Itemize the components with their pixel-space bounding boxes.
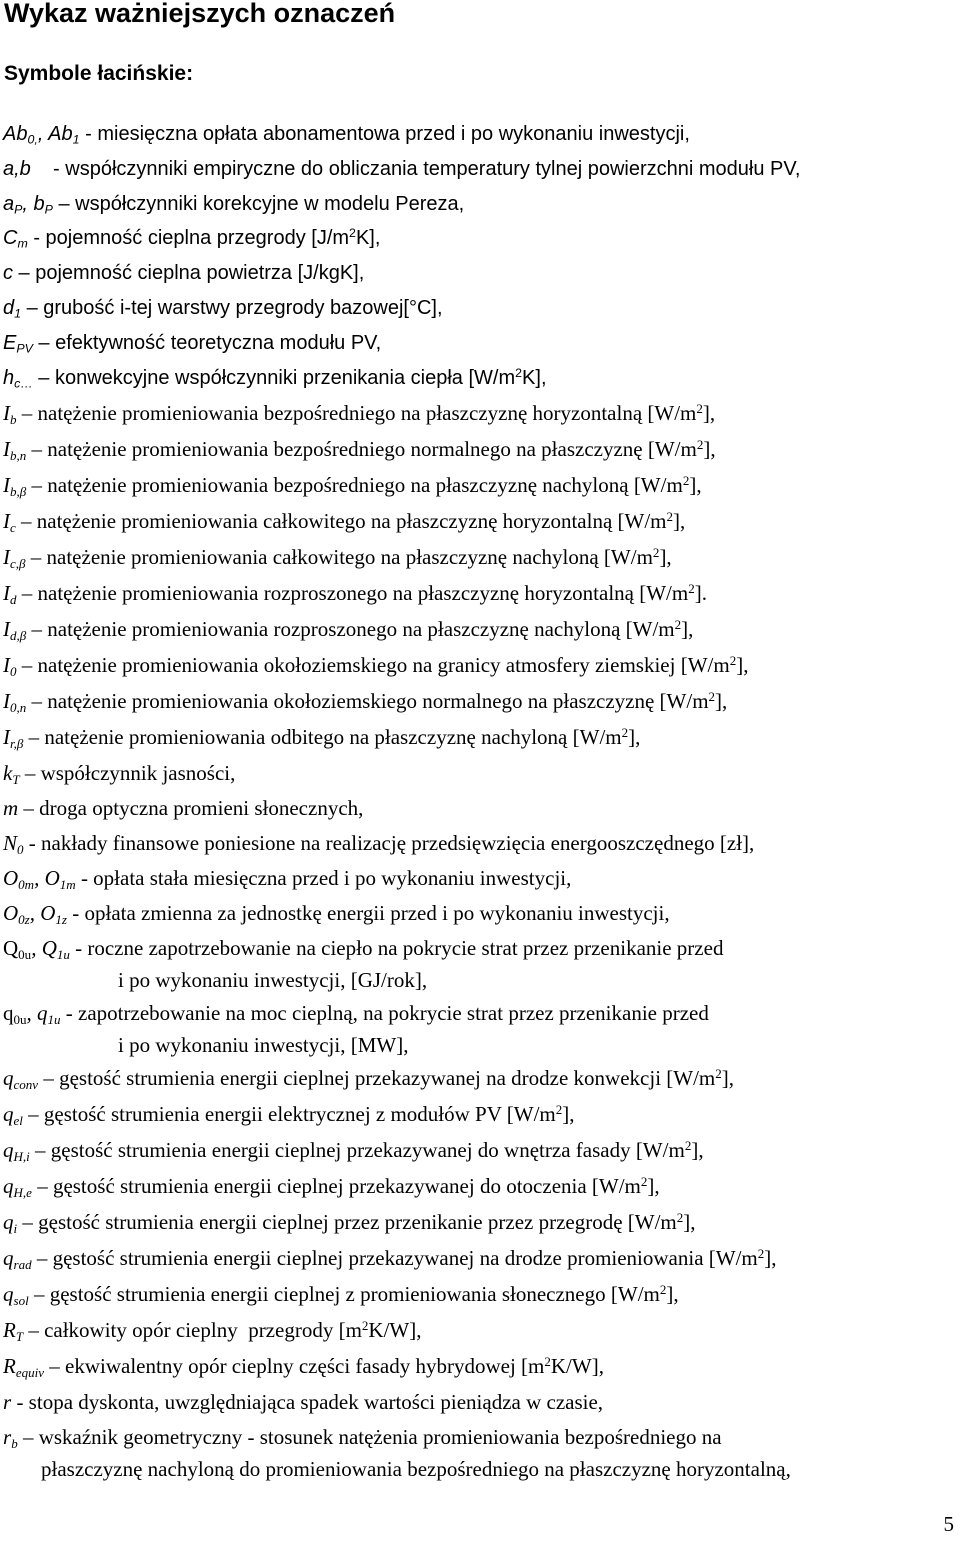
symbol: [3, 866, 76, 890]
symbol: [3, 617, 26, 641]
symbol-entry: [3, 1134, 704, 1166]
symbol-description: - pojemność cieplna przegrody [J/m: [27, 227, 350, 249]
symbol-base: I: [3, 725, 10, 749]
symbol: [3, 297, 21, 319]
symbol-entry: [3, 827, 754, 859]
unit-tail: K/W],: [550, 1354, 604, 1378]
symbol-base: I: [3, 653, 10, 677]
unit-tail: ],: [683, 1210, 696, 1234]
symbol-subscript: c: [10, 519, 16, 535]
symbol: [3, 831, 24, 855]
symbol-subscript: 1: [72, 132, 80, 147]
symbol-base: I: [3, 509, 10, 533]
symbol-description: - nakłady finansowe poniesione na realizację przedsięwzięcia energooszczędnego [zł],: [23, 831, 755, 855]
symbol: [3, 123, 80, 145]
symbol: [3, 1354, 44, 1378]
unit-tail: ],: [703, 437, 716, 461]
symbol: [3, 545, 26, 569]
symbol-description: – droga optyczna promieni słonecznych,: [18, 796, 364, 820]
symbol-description: – natężenie promieniowania rozproszonego na płaszczyznę nachyloną [W/m: [26, 617, 675, 641]
symbol-entry: [3, 1062, 734, 1094]
symbol-base: d: [3, 297, 15, 319]
unit-exponent: 2: [515, 366, 523, 381]
symbol-description: - opłata stała miesięczna przed i po wykonaniu inwestycji,: [75, 866, 572, 890]
symbol-description: – współczynnik jasności,: [19, 761, 236, 785]
unit-tail: K/W],: [368, 1318, 422, 1342]
symbol-entry: [3, 433, 716, 465]
page-title: Wykaz ważniejszych oznaczeń: [4, 0, 396, 28]
symbol: [3, 332, 33, 354]
description-continuation: i po wykonaniu inwestycji, [MW],: [118, 1033, 409, 1057]
symbol: [3, 473, 26, 497]
unit-exponent: 2: [696, 400, 703, 416]
symbol-entry: [3, 222, 380, 254]
symbol-base: C: [3, 227, 18, 249]
symbol-base: q: [3, 1246, 14, 1270]
symbol-subscript: sol: [13, 1292, 29, 1308]
symbol: [3, 581, 17, 605]
symbol-base: I: [3, 545, 10, 569]
symbol-subscript: 0,: [27, 132, 38, 147]
symbol-subscript: d,β: [10, 627, 27, 643]
symbol-base: , O: [34, 866, 60, 890]
symbol-description: – natężenie promieniowania odbitego na płaszczyznę nachyloną [W/m: [23, 725, 622, 749]
symbol-entry: [3, 397, 715, 429]
symbol-entry: [3, 469, 702, 501]
symbol-description: - roczne zapotrzebowanie na ciepło na pokrycie strat przez przenikanie przed: [69, 936, 724, 960]
symbol-subscript: PV: [16, 341, 33, 356]
symbol-description: – gęstość strumienia energii cieplnej przekazywanej na drodze konwekcji [W/m: [38, 1066, 716, 1090]
symbol-subscript: T: [15, 1328, 24, 1344]
symbol-subscript: T: [12, 771, 20, 787]
symbol-base: O: [3, 866, 19, 890]
symbol-base: R: [3, 1318, 16, 1342]
section-subtitle: Symbole łacińskie:: [4, 62, 194, 85]
symbol-subscript: i: [13, 1220, 18, 1236]
symbol-entry: [3, 685, 727, 717]
symbol-subscript: 1m: [59, 876, 76, 892]
symbol-description: – natężenie promieniowania okołoziemskiego normalnego na płaszczyznę [W/m: [26, 689, 709, 713]
symbol-base: I: [3, 617, 10, 641]
symbol-base: q: [3, 1066, 14, 1090]
symbol-entry: [3, 1278, 679, 1310]
symbol-description: – natężenie promieniowania bezpośredniego na płaszczyznę nachyloną [W/m: [26, 473, 683, 497]
unit-tail: ],: [702, 401, 716, 425]
symbol-base: N: [3, 831, 18, 855]
symbol: [3, 689, 26, 713]
symbol: [3, 1066, 38, 1090]
symbol-description: - współczynniki empiryczne do obliczania temperatury tylnej powierzchni modułu PV,: [30, 158, 801, 180]
symbol: [3, 1210, 17, 1234]
symbol-base: O: [3, 901, 19, 925]
unit-tail: ],: [659, 545, 672, 569]
symbol-subscript: 0u: [18, 946, 32, 962]
symbol-base: q: [3, 1174, 14, 1198]
symbol-base: , b: [22, 193, 45, 215]
symbol-entry: [3, 577, 707, 609]
symbol-base: , Ab: [37, 123, 73, 145]
symbol-base: I: [3, 401, 10, 425]
unit-tail: ],: [562, 1102, 575, 1126]
unit-exponent: 2: [674, 616, 682, 632]
symbol-subscript: 1u: [47, 1011, 61, 1027]
symbol-base: I: [3, 473, 10, 497]
unit-tail: ].: [694, 581, 707, 605]
page-number: 5: [943, 1512, 954, 1536]
symbol-subscript: r,β: [10, 735, 24, 751]
symbol-subscript: 1u: [56, 946, 70, 962]
symbol-base: , O: [29, 901, 56, 925]
description-continuation: płaszczyznę nachyloną do promieniowania bezpośredniego na płaszczyznę horyzontalną,: [41, 1457, 791, 1481]
symbol-entry: [3, 1098, 575, 1130]
symbol: [3, 936, 70, 960]
symbol-base: a,b: [3, 158, 31, 180]
unit-exponent: 2: [696, 436, 704, 452]
symbol-subscript: 0z: [18, 911, 30, 927]
unit-exponent: 2: [757, 1245, 765, 1261]
symbol-base: c: [3, 262, 13, 284]
symbol-entry: [3, 1170, 660, 1202]
symbol-base: q: [3, 1001, 14, 1025]
symbol-entry: [3, 613, 693, 645]
symbol-base: r: [3, 1425, 12, 1449]
symbol-description: – gęstość strumienia energii elektrycznej z modułów PV [W/m: [22, 1102, 556, 1126]
unit-tail: ],: [691, 1138, 704, 1162]
symbol: [3, 725, 23, 749]
symbol-subscript: 0: [17, 841, 24, 857]
symbol: [3, 1174, 32, 1198]
unit-exponent: 2: [708, 688, 716, 704]
symbol-description: – wskaźnik geometryczny - stosunek natężenia promieniowania bezpośredniego na: [17, 1425, 722, 1449]
symbol-description: – ekwiwalentny opór cieplny części fasady hybrydowej [m: [44, 1354, 545, 1378]
symbol-entry: [3, 792, 363, 824]
symbol: [3, 227, 28, 249]
symbol: [3, 193, 53, 215]
symbol-entry: [3, 721, 640, 753]
symbol-base: R: [3, 1354, 16, 1378]
unit-tail: ],: [647, 1174, 660, 1198]
symbol: [3, 653, 17, 677]
symbol: [3, 1138, 30, 1162]
symbol: [3, 1282, 29, 1306]
symbol-base: Ab: [3, 123, 28, 145]
unit-exponent: 2: [666, 508, 674, 524]
symbol-entry: [3, 1242, 777, 1274]
symbol-subscript: 0u: [13, 1011, 27, 1027]
symbol-base: E: [3, 332, 17, 354]
symbol-base: h: [3, 367, 15, 389]
symbol-description: – grubość i-tej warstwy przegrody bazowej[°C],: [21, 297, 443, 319]
symbol: [3, 262, 13, 284]
symbol-description: – pojemność cieplna powietrza [J/kgK],: [13, 262, 365, 284]
symbol-entry: [3, 505, 685, 537]
unit-tail: ],: [764, 1246, 777, 1270]
symbol: [3, 796, 18, 820]
symbol-subscript: 1z: [55, 911, 67, 927]
unit-tail: ],: [715, 689, 728, 713]
unit-exponent: 2: [729, 652, 737, 668]
unit-tail: ],: [666, 1282, 679, 1306]
symbol: [3, 509, 16, 533]
symbol: [3, 367, 33, 389]
symbol: [3, 1425, 18, 1449]
symbol-subscript: 0m: [18, 876, 35, 892]
unit-exponent: 2: [361, 1317, 369, 1333]
symbol-description: – gęstość strumienia energii cieplnej z promieniowania słonecznego [W/m: [28, 1282, 660, 1306]
symbol-description: – całkowity opór cieplny przegrody [m: [23, 1318, 362, 1342]
symbol-base: q: [3, 1282, 14, 1306]
symbol-base: q: [3, 1138, 14, 1162]
symbol-description: - opłata zmienna za jednostkę energii przed i po wykonaniu inwestycji,: [67, 901, 670, 925]
symbol-subscript: H,i: [13, 1148, 30, 1164]
symbol-subscript: P: [44, 202, 53, 217]
symbol: [3, 158, 31, 180]
unit-exponent: 2: [688, 580, 695, 596]
symbol-subscript: H,e: [13, 1184, 32, 1200]
unit-exponent: 2: [544, 1353, 551, 1369]
unit-tail: ],: [736, 653, 749, 677]
unit-exponent: 2: [684, 1137, 692, 1153]
symbol-base: m: [3, 796, 19, 820]
symbol-base: , Q: [31, 936, 57, 960]
unit-exponent: 2: [640, 1173, 648, 1189]
symbol: [3, 1102, 23, 1126]
symbol-subscript: el: [13, 1112, 23, 1128]
symbol-base: q: [3, 1210, 14, 1234]
symbol-entry: [3, 118, 690, 150]
unit-tail: ],: [721, 1066, 735, 1090]
unit-exponent: 2: [715, 1065, 722, 1081]
symbol-entry: [3, 997, 709, 1061]
symbol-entry: [3, 1206, 696, 1238]
symbol-description: - miesięczna opłata abonamentowa przed i po wykonaniu inwestycji,: [79, 123, 690, 145]
symbol-entry: [3, 862, 571, 894]
symbol-description: – gęstość strumienia energii cieplnej przez przenikanie przez przegrodę [W/m: [17, 1210, 677, 1234]
symbol-entry: [3, 932, 723, 996]
symbol: [3, 401, 17, 425]
symbol-entry: [3, 897, 670, 929]
symbol-base: , q: [26, 1001, 48, 1025]
symbol-subscript: m: [17, 236, 28, 251]
symbol-subscript: d: [10, 591, 17, 607]
unit-exponent: 2: [682, 472, 690, 488]
symbol: [3, 901, 67, 925]
symbol-subscript: P: [14, 202, 23, 217]
symbol-subscript: conv: [13, 1076, 39, 1092]
symbol-subscript: b: [11, 1435, 18, 1451]
symbol-entry: [3, 292, 443, 324]
symbol: [3, 761, 20, 785]
symbol: [3, 1390, 11, 1414]
symbol-base: r: [3, 1390, 12, 1414]
symbol-base: a: [3, 193, 15, 215]
symbol-subscript: equiv: [15, 1364, 45, 1380]
symbol-description: - stopa dyskonta, uwzględniająca spadek wartości pieniądza w czasie,: [11, 1390, 604, 1414]
symbol-description: – natężenie promieniowania bezpośredniego normalnego na płaszczyznę [W/m: [26, 437, 697, 461]
unit-tail: ],: [628, 725, 641, 749]
symbol-entry: [3, 1421, 791, 1485]
symbol-description: – konwekcyjne współczynniki przenikania ciepła [W/m: [32, 367, 516, 389]
unit-tail: ],: [689, 473, 702, 497]
unit-tail: ],: [673, 509, 686, 533]
symbol-description: – gęstość strumienia energii cieplnej przekazywanej do otoczenia [W/m: [31, 1174, 641, 1198]
unit-exponent: 2: [676, 1209, 684, 1225]
symbol-base: I: [3, 437, 10, 461]
unit-exponent: 2: [659, 1281, 667, 1297]
symbol-entry: [3, 541, 672, 573]
unit-exponent: 2: [652, 544, 660, 560]
symbol: [3, 1001, 61, 1025]
symbol-subscript: 1: [14, 306, 22, 321]
unit-exponent: 2: [621, 724, 629, 740]
symbol-description: – natężenie promieniowania okołoziemskiego na granicy atmosfery ziemskiej [W/m: [16, 653, 730, 677]
symbol-description: – natężenie promieniowania całkowitego na płaszczyznę nachyloną [W/m: [25, 545, 653, 569]
symbol-entry: [3, 153, 800, 185]
symbol-entry: [3, 327, 381, 359]
symbol-subscript: b,n: [10, 447, 27, 463]
symbol-subscript: c,β: [10, 555, 26, 571]
unit-tail: K],: [522, 367, 547, 389]
symbol-subscript: b: [10, 411, 17, 427]
symbol-description: – gęstość strumienia energii cieplnej przekazywanej do wnętrza fasady [W/m: [29, 1138, 685, 1162]
symbol-entry: [3, 188, 464, 220]
unit-exponent: 2: [349, 226, 356, 241]
symbol-description: – współczynniki korekcyjne w modelu Pereza,: [52, 193, 465, 215]
symbol-subscript: c…: [14, 376, 33, 391]
symbol-entry: [3, 649, 748, 681]
symbol-base: I: [3, 689, 10, 713]
symbol-description: – efektywność teoretyczna modułu PV,: [32, 332, 382, 354]
symbol: [3, 437, 26, 461]
symbol: [3, 1246, 32, 1270]
symbol-entry: [3, 1350, 604, 1382]
symbol-description: – natężenie promieniowania bezpośredniego na płaszczyznę horyzontalną [W/m: [16, 401, 697, 425]
symbol-subscript: rad: [13, 1256, 32, 1272]
symbol-description: – gęstość strumienia energii cieplnej przekazywanej na drodze promieniowania [W/m: [31, 1246, 758, 1270]
symbol-entry: [3, 362, 547, 394]
symbol-entry: [3, 257, 364, 289]
symbol: [3, 1318, 23, 1342]
unit-tail: K],: [355, 227, 381, 249]
symbol-subscript: b,β: [10, 483, 27, 499]
symbol-base: q: [3, 1102, 14, 1126]
symbol-description: – natężenie promieniowania rozproszonego na płaszczyznę horyzontalną [W/m: [16, 581, 689, 605]
symbol-base: I: [3, 581, 10, 605]
symbol-base: Q: [3, 936, 19, 960]
symbol-description: – natężenie promieniowania całkowitego na płaszczyznę horyzontalną [W/m: [15, 509, 667, 533]
symbol-base: k: [3, 761, 13, 785]
symbol-subscript: 0,n: [10, 699, 27, 715]
unit-tail: ],: [681, 617, 694, 641]
unit-exponent: 2: [555, 1101, 563, 1117]
description-continuation: i po wykonaniu inwestycji, [GJ/rok],: [118, 968, 428, 992]
symbol-subscript: 0: [10, 663, 17, 679]
symbol-description: - zapotrzebowanie na moc cieplną, na pokrycie strat przez przenikanie przed: [60, 1001, 709, 1025]
symbol-entry: [3, 1314, 422, 1346]
symbol-entry: [3, 1386, 603, 1418]
symbol-entry: [3, 757, 235, 789]
